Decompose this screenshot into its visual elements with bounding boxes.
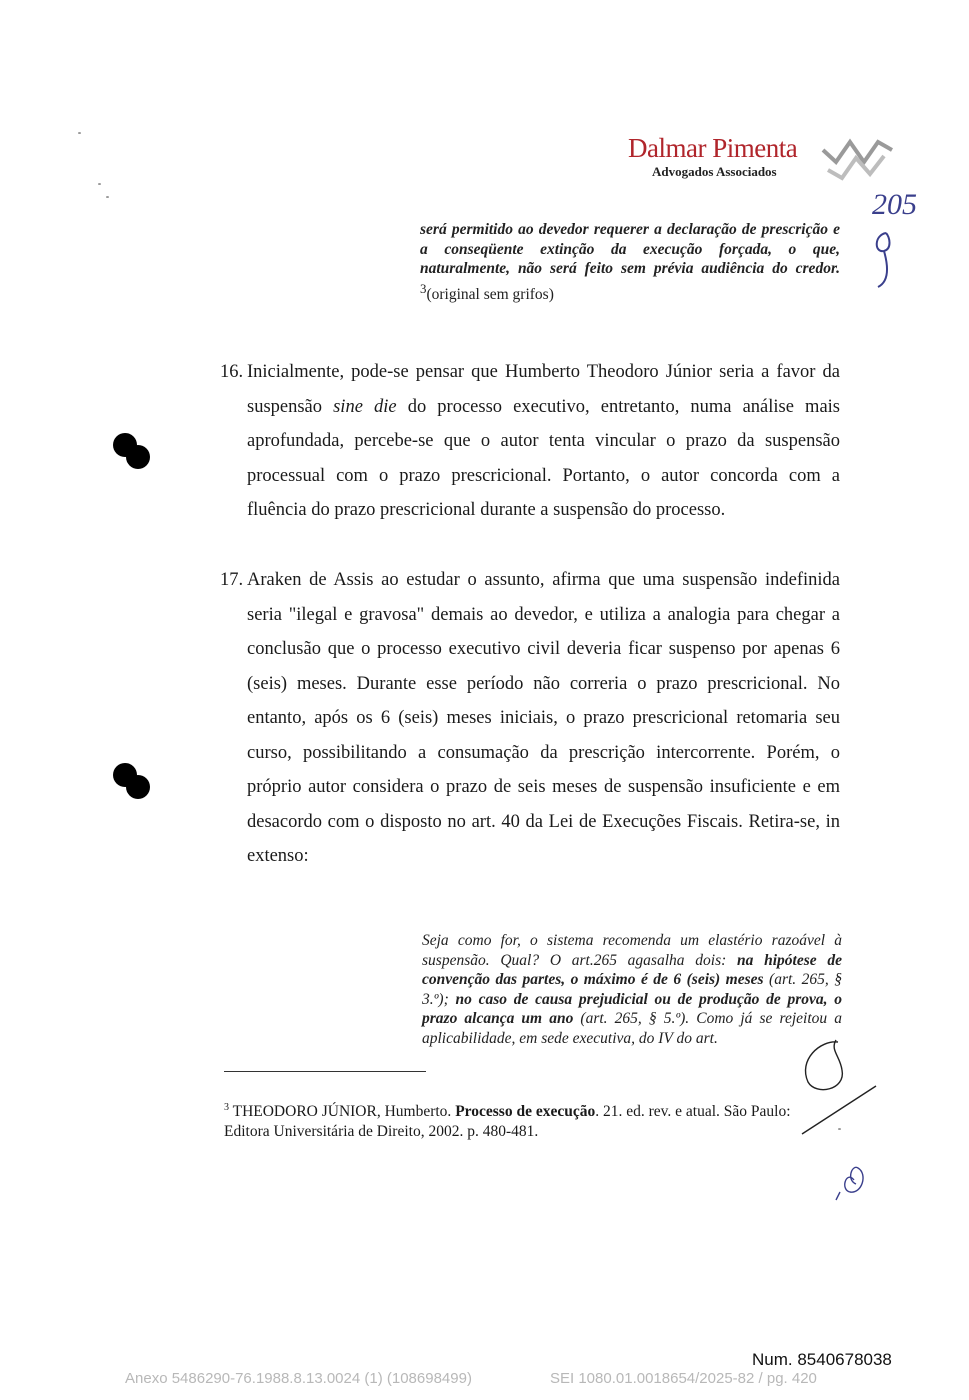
quote-1-text: será permitido ao devedor requerer a declaração de prescrição e a conseqüente extinção da execução forçada, o que, naturalmente, não será feito sem prévia audiência do credor.: [420, 221, 840, 277]
footnote-author: THEODORO JÚNIOR, Humberto.: [232, 1103, 456, 1121]
redaction-mark: [112, 432, 152, 470]
handwritten-initial-mark: [868, 225, 898, 295]
quote-2-text: (art. 265, § 3.º);: [422, 971, 843, 1008]
footnote: [224, 1098, 809, 1142]
paragraph-emphasis: sine die: [333, 396, 397, 417]
document-number-stamp: Num. 8540678038: [752, 1350, 892, 1369]
block-quote-2: [422, 931, 842, 1048]
redaction-mark: [112, 762, 152, 800]
footnote-divider: [224, 1071, 426, 1072]
footnote-ref: 3: [420, 280, 427, 296]
paragraph-text: Inicialmente, pode-se pensar que Humberto Theodoro Júnior seria a favor da suspensão: [247, 362, 840, 417]
paragraph-text: Araken de Assis ao estudar o assunto, afirma que uma suspensão indefinida seria "ilegal e gravosa" demais ao devedor, e utiliza a analogia para chegar a conclusão que o processo executivo civil deveria ficar suspenso por apenas 6 (seis) meses. Durante esse período não correria o prazo prescricional. No entanto, após os 6 (seis) meses iniciais, o prazo prescricional retomaria seu curso, possibilitando a consumação da prescrição intercorrente. Porém, o próprio autor considera o prazo de seis meses de suspensão insuficiente e em desacordo com o disposto no art. 40 da Lei de Execuções Fiscais. Retira-se, in extenso:: [247, 570, 840, 866]
scan-speck: [98, 183, 101, 185]
annex-reference: Anexo 5486290-76.1988.8.13.0024 (1) (108698499): [125, 1370, 472, 1387]
quote-2-bold: no caso de causa prejudicial ou de produção de prova, o prazo alcança um ano: [422, 990, 842, 1027]
block-quote-1: [420, 220, 840, 304]
paragraph-16: [220, 355, 840, 528]
footnote-details: . 21. ed. rev. e atual. São Paulo: Editora Universitária de Direito, 2002. p. 480-481.: [224, 1103, 791, 1141]
sei-reference: SEI 1080.01.0018654/2025-82 / pg. 420: [550, 1370, 817, 1387]
footnote-number: 3: [224, 1102, 229, 1113]
scan-speck: [78, 132, 81, 134]
quote-2-bold: na hipótese de convenção das partes, o máximo é de 6 (seis) meses: [422, 951, 842, 988]
quote-2-text: (art. 265, § 5.º). Como já se rejeitou a aplicabilidade, em sede executiva, do IV do art.: [422, 1010, 842, 1047]
firm-logo-icon: [820, 128, 895, 183]
quote-1-suffix: (original sem grifos): [426, 285, 554, 303]
handwritten-page-number: 205: [872, 188, 917, 221]
paragraph-number: 17.: [220, 570, 244, 590]
paragraph-number: 16.: [220, 362, 244, 382]
paragraph-17: [220, 563, 840, 874]
quote-2-text: Seja como for, o sistema recomenda um elastério razoável à suspensão. Qual? O art.265 agasalha dois:: [422, 932, 842, 969]
paragraph-text: do processo executivo, entretanto, numa análise mais aprofundada, percebe-se que o autor tenta vincular o prazo da suspensão processual com o prazo prescricional. Portanto, o autor concorda com a fluência do prazo prescricional durante a suspensão do processo.: [247, 396, 840, 520]
scan-speck: [838, 1128, 841, 1130]
footnote-title: Processo de execução: [455, 1103, 596, 1121]
firm-subtitle: Advogados Associados: [652, 164, 777, 179]
scan-speck: [106, 196, 109, 198]
firm-name: Dalmar Pimenta: [628, 133, 798, 163]
